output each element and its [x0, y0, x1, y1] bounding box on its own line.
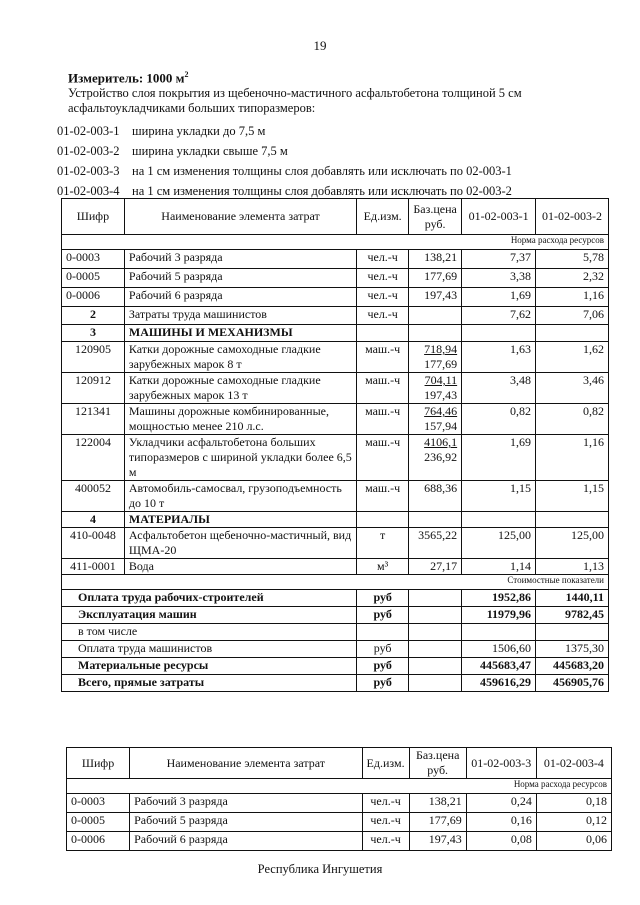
base-price: 704,11 [424, 373, 458, 387]
cell-price: 3565,22 [409, 528, 462, 559]
summary-value-1 [462, 624, 536, 641]
summary-empty [409, 624, 462, 641]
summary-name: Материальные ресурсы [62, 658, 357, 675]
summary-value-2 [536, 624, 609, 641]
measurement-unit: Измеритель: 1000 $м^2$ [68, 70, 189, 86]
code-list-item [57, 161, 512, 181]
summary-empty [409, 658, 462, 675]
cell-price: 27,17 [409, 559, 462, 575]
cell-value-1: 0,16 [466, 813, 536, 832]
cell-price: 197,43 [409, 288, 462, 307]
cell-price [409, 307, 462, 325]
norm-label: Норма расхода ресурсов [62, 235, 609, 250]
cell-unit: маш.-ч [357, 435, 409, 481]
table-row [62, 607, 609, 624]
cell-value-2: 1,15 [536, 481, 609, 512]
machinist-price: 236,92 [424, 450, 458, 464]
table-row [67, 813, 612, 832]
resources-table-2 [66, 747, 612, 851]
cell-value-2: 0,18 [536, 794, 611, 813]
summary-value-2: 456905,76 [536, 675, 609, 692]
cell-unit: маш.-ч [357, 342, 409, 373]
summary-empty [409, 675, 462, 692]
table-row [62, 481, 609, 512]
code-number: 01-02-003-2 [57, 144, 120, 158]
header-col1: 01-02-003-1 [462, 199, 536, 235]
base-price: 764,46 [424, 404, 458, 418]
cell-value-1: 3,48 [462, 373, 536, 404]
code-number: 01-02-003-4 [57, 184, 120, 198]
resources-table-1 [61, 198, 609, 692]
summary-unit: руб [357, 675, 409, 692]
summary-name: Оплата труда машинистов [62, 641, 357, 658]
header-unit: Ед.изм. [357, 199, 409, 235]
summary-value-2: 1375,30 [536, 641, 609, 658]
cell-value-1 [462, 325, 536, 342]
cell-price [409, 512, 462, 528]
table-row [62, 559, 609, 575]
base-price: 718,94 [424, 342, 458, 356]
cell-unit: маш.-ч [357, 373, 409, 404]
cell-value-2 [536, 512, 609, 528]
summary-name: Эксплуатация машин [62, 607, 357, 624]
code-list-item [57, 121, 512, 141]
cell-code: 0-0003 [67, 794, 130, 813]
summary-name: в том числе [62, 624, 357, 641]
cell-name: Рабочий 5 разряда [130, 813, 362, 832]
section-code: 4 [62, 512, 125, 528]
summary-unit: руб [357, 590, 409, 607]
code-number: 01-02-003-1 [57, 124, 120, 138]
table-row [62, 575, 609, 590]
cell-price: 138,21 [409, 794, 466, 813]
cell-price: 177,69 [409, 269, 462, 288]
cell-value-2: 1,16 [536, 288, 609, 307]
cell-code: 122004 [62, 435, 125, 481]
cell-price [409, 481, 462, 512]
code-list [57, 121, 512, 201]
table-row [62, 269, 609, 288]
table-row [67, 832, 612, 851]
cell-value-1: 3,38 [462, 269, 536, 288]
cell-value-2: 1,13 [536, 559, 609, 575]
cell-value-1: 1,69 [462, 288, 536, 307]
cell-value-2: 7,06 [536, 307, 609, 325]
cell-name: Укладчики асфальтобетона больших типоразмеров с шириной укладки более 6,5 м [124, 435, 356, 481]
table-row [62, 590, 609, 607]
cell-unit: маш.-ч [357, 481, 409, 512]
table-row [62, 435, 609, 481]
cell-code: 0-0005 [62, 269, 125, 288]
header-name: Наименование элемента затрат [124, 199, 356, 235]
cell-value-2: 1,16 [536, 435, 609, 481]
code-description: на 1 см изменения толщины слоя добавлять или исключать по 02-003-1 [132, 164, 512, 178]
section-code: 3 [62, 325, 125, 342]
section-title: МАТЕРИАЛЫ [124, 512, 356, 528]
code-list-item [57, 141, 512, 161]
section-title: МАШИНЫ И МЕХАНИЗМЫ [124, 325, 356, 342]
summary-name: Оплата труда рабочих-строителей [62, 590, 357, 607]
cell-value-2: 2,32 [536, 269, 609, 288]
cell-name: Рабочий 6 разряда [124, 288, 356, 307]
header-unit: Ед.изм. [362, 748, 409, 779]
cell-code: 120905 [62, 342, 125, 373]
cell-value-1: 0,24 [466, 794, 536, 813]
cell-price [409, 325, 462, 342]
cell-name: Катки дорожные самоходные гладкие зарубежных марок 13 т [124, 373, 356, 404]
table-row [62, 250, 609, 269]
cell-value-1: 0,82 [462, 404, 536, 435]
table-row [62, 373, 609, 404]
cell-price: 197,43 [409, 832, 466, 851]
code-description: ширина укладки свыше 7,5 м [132, 144, 288, 158]
summary-empty [409, 590, 462, 607]
cell-name: Затраты труда машинистов [124, 307, 356, 325]
summary-unit: руб [357, 641, 409, 658]
cell-code: 121341 [62, 404, 125, 435]
table-row [62, 658, 609, 675]
cell-name: Рабочий 5 разряда [124, 269, 356, 288]
cell-unit: чел.-ч [357, 307, 409, 325]
norm-label: Стоимостные показатели [62, 575, 609, 590]
cell-value-2: 125,00 [536, 528, 609, 559]
cell-code: 120912 [62, 373, 125, 404]
cell-value-1: 1,14 [462, 559, 536, 575]
cell-code: 410-0048 [62, 528, 125, 559]
cell-price [409, 342, 462, 373]
summary-unit: руб [357, 658, 409, 675]
cell-value-2: 5,78 [536, 250, 609, 269]
summary-value-2: 1440,11 [536, 590, 609, 607]
summary-value-2: 9782,45 [536, 607, 609, 624]
machinist-price: 197,43 [424, 388, 458, 402]
cell-code: 411-0001 [62, 559, 125, 575]
cell-name: Машины дорожные комбинированные, мощностью менее 210 л.с. [124, 404, 356, 435]
header-price: Баз.цена руб. [409, 748, 466, 779]
cell-value-2: 3,46 [536, 373, 609, 404]
table-row [62, 528, 609, 559]
cell-unit [357, 512, 409, 528]
summary-name: Всего, прямые затраты [62, 675, 357, 692]
cell-price [409, 373, 462, 404]
cell-name: Автомобиль-самосвал, грузоподъемность до 10 т [124, 481, 356, 512]
cell-price [409, 404, 462, 435]
header-col2: 01-02-003-4 [536, 748, 611, 779]
cell-unit: чел.-ч [362, 813, 409, 832]
table-row [62, 624, 609, 641]
summary-value-1: 11979,96 [462, 607, 536, 624]
base-price: 688,36 [424, 481, 458, 495]
cell-code: 0-0003 [62, 250, 125, 269]
header-name: Наименование элемента затрат [130, 748, 362, 779]
cell-value-2: 0,12 [536, 813, 611, 832]
cell-code: 2 [62, 307, 125, 325]
cell-value-1 [462, 512, 536, 528]
machinist-price: 157,94 [424, 419, 458, 433]
table-row [62, 641, 609, 658]
table-row [62, 342, 609, 373]
base-price: 4106,1 [424, 435, 458, 449]
cell-value-1: 1,69 [462, 435, 536, 481]
cell-code: 400052 [62, 481, 125, 512]
cell-price: 138,21 [409, 250, 462, 269]
code-description: на 1 см изменения толщины слоя добавлять или исключать по 02-003-2 [132, 184, 512, 198]
header-col1: 01-02-003-3 [466, 748, 536, 779]
cell-unit: м³ [357, 559, 409, 575]
cell-name: Рабочий 6 разряда [130, 832, 362, 851]
summary-unit: руб [357, 607, 409, 624]
cell-name: Рабочий 3 разряда [124, 250, 356, 269]
table-row [62, 307, 609, 325]
summary-value-1: 459616,29 [462, 675, 536, 692]
table-row [67, 794, 612, 813]
page-footer: Республика Ингушетия [257, 862, 383, 876]
cell-value-1: 125,00 [462, 528, 536, 559]
cell-unit: чел.-ч [357, 269, 409, 288]
header-code: Шифр [62, 199, 125, 235]
header-code: Шифр [67, 748, 130, 779]
cell-unit: чел.-ч [362, 832, 409, 851]
summary-unit [357, 624, 409, 641]
table-row [67, 779, 612, 794]
cell-name: Вода [124, 559, 356, 575]
summary-empty [409, 641, 462, 658]
summary-value-1: 1952,86 [462, 590, 536, 607]
table-row [62, 325, 609, 342]
cell-name: Катки дорожные самоходные гладкие зарубежных марок 8 т [124, 342, 356, 373]
table-row [62, 288, 609, 307]
table-row [62, 675, 609, 692]
cell-value-2 [536, 325, 609, 342]
code-number: 01-02-003-3 [57, 164, 120, 178]
cell-unit: маш.-ч [357, 404, 409, 435]
summary-value-1: 445683,47 [462, 658, 536, 675]
cell-unit: чел.-ч [357, 288, 409, 307]
cell-value-1: 1,15 [462, 481, 536, 512]
cell-value-1: 1,63 [462, 342, 536, 373]
cell-value-1: 0,08 [466, 832, 536, 851]
cell-name: Рабочий 3 разряда [130, 794, 362, 813]
header-col2: 01-02-003-2 [536, 199, 609, 235]
work-description: Устройство слоя покрытия из щебеночно-мастичного асфальтобетона толщиной 5 см асфальтоукладчиками больших типоразмеров: [68, 86, 522, 115]
cell-value-2: 1,62 [536, 342, 609, 373]
summary-empty [409, 607, 462, 624]
cell-unit: чел.-ч [357, 250, 409, 269]
machinist-price: 177,69 [424, 357, 458, 371]
page-number: 19 [313, 38, 327, 53]
cell-unit: т [357, 528, 409, 559]
cell-code: 0-0006 [62, 288, 125, 307]
cell-price: 177,69 [409, 813, 466, 832]
cell-unit: чел.-ч [362, 794, 409, 813]
cell-price [409, 435, 462, 481]
cell-value-1: 7,37 [462, 250, 536, 269]
cell-value-2: 0,06 [536, 832, 611, 851]
header-price: Баз.цена руб. [409, 199, 462, 235]
cell-unit [357, 325, 409, 342]
table-row [62, 512, 609, 528]
cell-code: 0-0005 [67, 813, 130, 832]
cell-code: 0-0006 [67, 832, 130, 851]
cell-value-2: 0,82 [536, 404, 609, 435]
table-row [62, 235, 609, 250]
code-description: ширина укладки до 7,5 м [132, 124, 266, 138]
summary-value-1: 1506,60 [462, 641, 536, 658]
cell-name: Асфальтобетон щебеночно-мастичный, вид ЩМА-20 [124, 528, 356, 559]
norm-label: Норма расхода ресурсов [67, 779, 612, 794]
summary-value-2: 445683,20 [536, 658, 609, 675]
cell-value-1: 7,62 [462, 307, 536, 325]
table-row [62, 404, 609, 435]
